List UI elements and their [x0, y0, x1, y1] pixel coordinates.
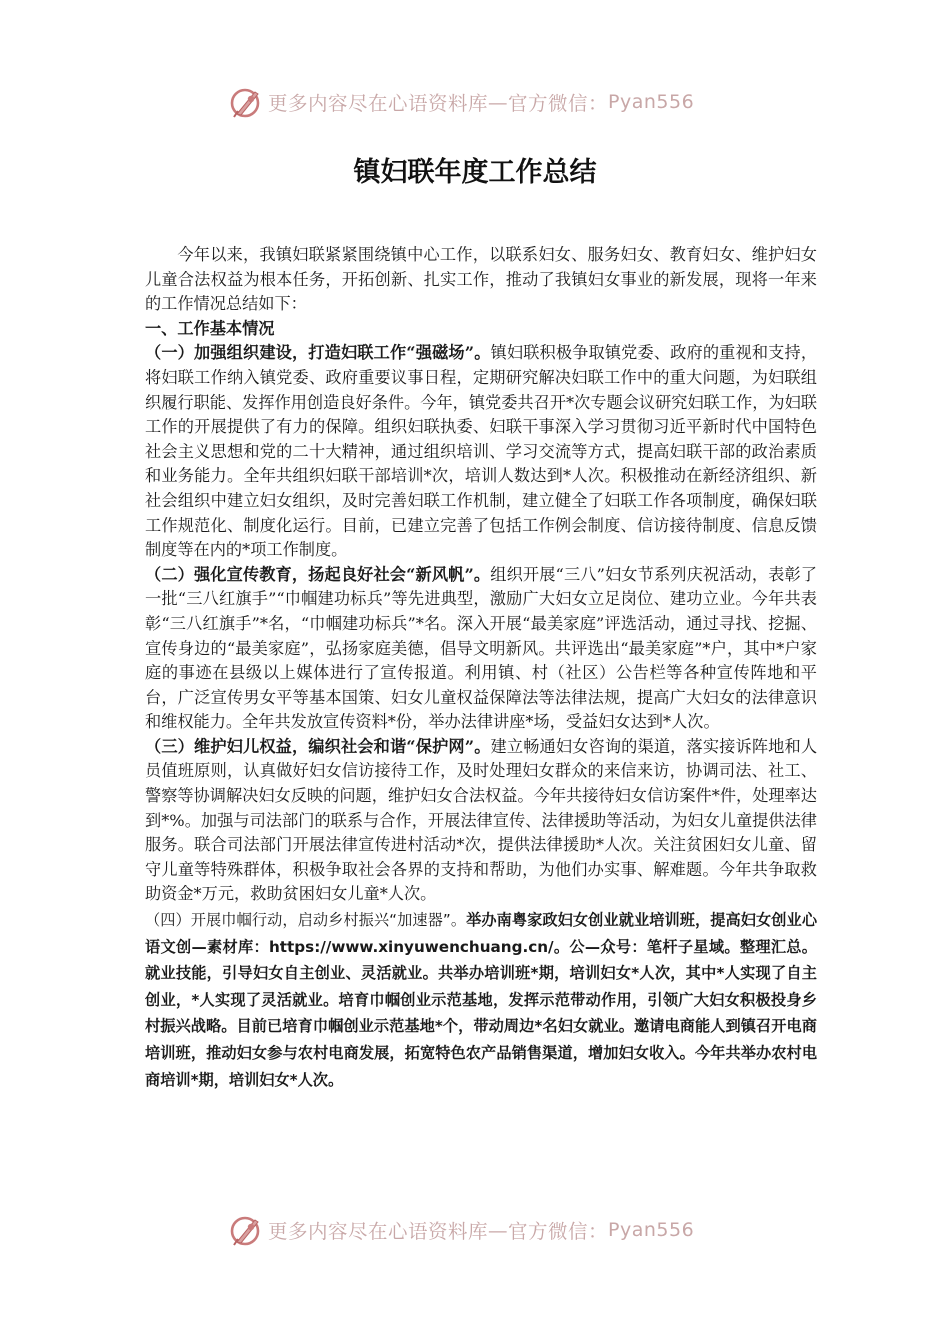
- quill-logo-icon: [228, 84, 264, 120]
- watermark-dash: —: [488, 1218, 509, 1242]
- document-title: 镇妇联年度工作总结: [353, 157, 597, 188]
- intro-paragraph: 今年以来，我镇妇联紧紧围绕镇中心工作，以联系妇女、服务妇女、教育妇女、维护妇女儿童合法权益为根本任务，开拓创新、扎实工作，推动了我镇妇女事业的新发展，现将一年来的工作情况总结如下：: [145, 245, 817, 314]
- subsection-4-body-a: 举办南粤家政妇女创业就业培训班，提高妇女创业心语文创—素材库：https://www.xinyuwenchuang.cn/。公—众号：笔杆子星域。整理汇总。: [145, 911, 818, 956]
- watermark-dash: —: [488, 90, 509, 114]
- subsection-2: [145, 563, 817, 735]
- watermark-banner-bottom: [228, 1210, 748, 1250]
- subsection-4: [145, 907, 817, 1093]
- document-body: [145, 243, 817, 1093]
- watermark-wechat-label: 官方微信：: [508, 1220, 609, 1243]
- subsection-4-heading: （四）开展巾帼行动，启动乡村振兴“加速器”。: [145, 911, 467, 930]
- subsection-2-body: 组织开展“三八”妇女节系列庆祝活动，表彰了一批“三八红旗手”“巾帼建功标兵”等先进典型，激励广大妇女立足岗位、建功立业。今年共表彰“三八红旗手”*名，“巾帼建功标兵”*名。深入开展“最美家庭”评选活动，通过寻找、挖掘、宣传身边的“最美家庭”，弘扬家庭美德，倡导文明新风。共评选出“最美家庭”*户，其中*户家庭的事迹在县级以上媒体进行了宣传报道。利用镇、村（社区）公告栏等各种宣传阵地和平台，广泛宣传男女平等基本国策、妇女儿童权益保障法等法律法规，提高广大妇女的法律意识和维权能力。全年共发放宣传资料*份，举办法律讲座*场，受益妇女达到*人次。: [145, 564, 817, 732]
- subsection-3-body: 建立畅通妇女咨询的渠道，落实接诉阵地和人员值班原则，认真做好妇女信访接待工作，及时处理妇女群众的来信来访，协调司法、社工、警察等协调解决妇女反映的问题，维护妇女合法权益。今年共接待妇女信访案件*件，处理率达到*%。加强与司法部门的联系与合作，开展法律宣传、法律援助等活动，为妇女儿童提供法律服务。联合司法部门开展法律宣传进村活动*次，提供法律援助*人次。关注贫困妇女儿童、留守儿童等特殊群体，积极争取社会各界的支持和帮助，为他们办实事、解难题。今年共争取救助资金*万元，救助贫困妇女儿童*人次。: [145, 736, 818, 904]
- subsection-1: [145, 341, 817, 562]
- subsection-4-body-b: 就业技能，引导妇女自主创业、灵活就业。共举办培训班*期，培训妇女*人次，其中*人实现了自主创业，*人实现了灵活就业。培育巾帼创业示范基地，发挥示范带动作用，引领广大妇女积极投身乡村振兴战略。目前已培育巾帼创业示范基地*个，带动周边*名妇女就业。邀请电商能人到镇召开电商培训班，推动妇女参与农村电商发展，拓宽特色农产品销售渠道，增加妇女收入。今年共举办农村电商培训*期，培训妇女*人次。: [145, 964, 817, 1089]
- watermark-wechat-id: Pyan556: [608, 91, 695, 113]
- watermark-main-text: 更多内容尽在心语资料库: [268, 92, 489, 115]
- section-heading: 一、工作基本情况: [145, 318, 275, 338]
- watermark-main-text: 更多内容尽在心语资料库: [268, 1220, 489, 1243]
- watermark-banner-top: [228, 82, 748, 122]
- subsection-3: [145, 735, 817, 907]
- subsection-1-body: 镇妇联积极争取镇党委、政府的重视和支持，将妇联工作纳入镇党委、政府重要议事日程，定期研究解决妇联工作中的重大问题，为妇联组织履行职能、发挥作用创造良好条件。今年，镇党委共召开*次专题会议研究妇联工作，为妇联工作的开展提供了有力的保障。组织妇联执委、妇联干事深入学习贯彻习近平新时代中国特色社会主义思想和党的二十大精神，通过组织培训、学习交流等方式，提高妇联干部的政治素质和业务能力。全年共组织妇联干部培训*次，培训人数达到*人次。积极推动在新经济组织、新社会组织中建立妇女组织，及时完善妇联工作机制，建立健全了妇联工作各项制度，确保妇联工作规范化、制度化运行。目前，已建立完善了包括工作例会制度、信访接待制度、信息反馈制度等在内的*项工作制度。: [145, 343, 818, 560]
- quill-logo-icon: [228, 1212, 264, 1248]
- subsection-1-heading: （一）加强组织建设，打造妇联工作“强磁场”。: [145, 343, 491, 363]
- watermark-wechat-id: Pyan556: [608, 1219, 695, 1241]
- subsection-2-heading: （二）强化宣传教育，扬起良好社会“新风帆”。: [145, 564, 491, 584]
- subsection-3-heading: （三）维护妇儿权益，编织社会和谐“保护网”。: [145, 736, 491, 756]
- watermark-wechat-label: 官方微信：: [508, 92, 609, 115]
